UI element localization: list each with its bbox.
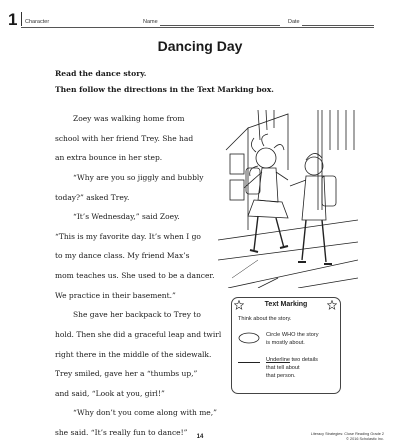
story-line: She gave her backpack to Trey to <box>73 310 201 320</box>
story-line: and said, “Look at you, girl!” <box>55 388 165 398</box>
story-line: school with her friend Trey. She had <box>55 133 194 143</box>
story-line: Trey smiled, gave her a “thumbs up,” <box>55 369 198 379</box>
story-line: “This is my favorite day. It’s when I go <box>55 231 201 241</box>
text-marking-item-2: Underline two details that tell about that person. <box>266 357 318 379</box>
text-marking-item-1: Circle WHO the story is mostly about. <box>266 332 319 346</box>
story-line: to my dance class. My friend Max’s <box>55 251 190 261</box>
story-line: she said. “It’s really fun to dance!” <box>55 428 188 437</box>
footer-credit: Literacy Strategies: Close Reading Grade 2 © 2016 Scholastic Inc. <box>310 432 384 441</box>
story-line: “Why are you so jiggly and bubbly <box>73 172 204 182</box>
story-line: “It’s Wednesday,” said Zoey. <box>73 212 180 222</box>
instruction-line-1: Read the dance story. <box>55 69 147 78</box>
instruction-line-2: Then follow the directions in the Text Marking box. <box>55 85 274 94</box>
text-marking-title: Text Marking <box>264 301 308 308</box>
section-label: Character <box>25 19 50 25</box>
story-line: today?” asked Trey. <box>55 192 130 202</box>
page-title: Dancing Day <box>157 38 243 54</box>
date-label: Date <box>288 19 300 25</box>
header-divider <box>21 12 22 26</box>
date-field[interactable] <box>302 25 374 26</box>
underline-marking-icon <box>238 362 260 363</box>
page-footer-number: 14 <box>196 434 204 440</box>
story-line: hold. Then she did a graceful leap and twirl <box>55 329 222 339</box>
story-line: Zoey was walking home from <box>73 114 185 123</box>
story-line: mom teaches us. She used to be a dancer. <box>55 271 215 280</box>
story-line: We practice in their basement.” <box>55 290 176 300</box>
kids-walking-illustration <box>218 110 358 288</box>
story-line: “Why don’t you come along with me,” <box>73 408 217 418</box>
page-number: 1 <box>8 10 18 29</box>
circle-marking-icon <box>238 332 260 344</box>
story-line: right there in the middle of the sidewalk. <box>55 349 212 359</box>
text-marking-intro: Think about the story. <box>238 316 292 322</box>
text-marking-box <box>231 297 341 394</box>
name-label: Name <box>143 19 158 25</box>
story-text <box>55 0 245 445</box>
story-line: an extra bounce in her step. <box>55 153 163 163</box>
